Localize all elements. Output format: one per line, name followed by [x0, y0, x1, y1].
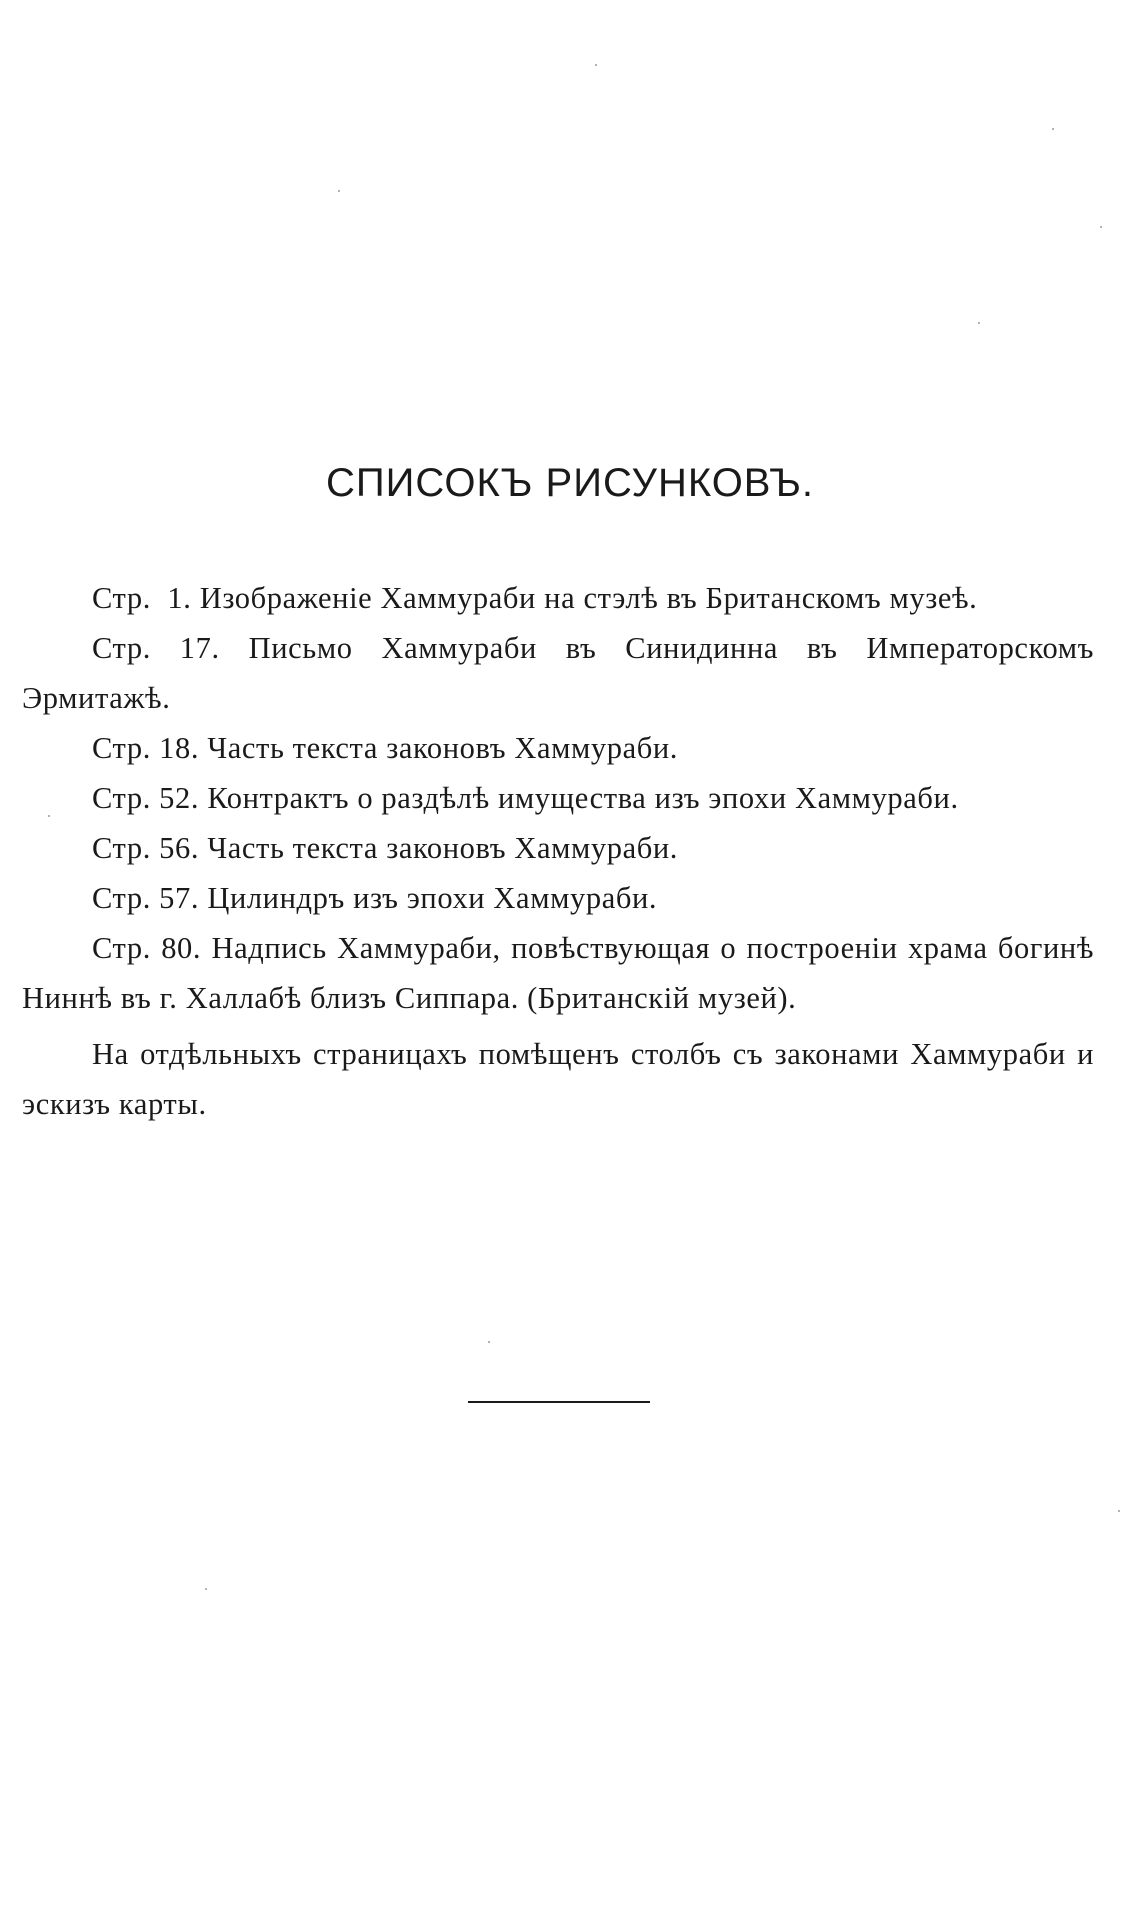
scan-speck: [978, 322, 980, 324]
figure-entry-6: [22, 873, 1094, 923]
figure-entry-5: [22, 823, 1094, 873]
scan-speck: [595, 64, 597, 66]
page-ref: Стр. 17.: [92, 631, 220, 665]
figure-list: [22, 573, 1094, 1129]
page-ref: Стр. 18.: [92, 731, 200, 765]
figure-entry-2: [22, 623, 1094, 723]
end-rule: [468, 1401, 650, 1403]
figure-caption: Цилиндръ изъ эпохи Хаммураби.: [207, 881, 658, 915]
figure-caption: Изображеніе Хаммураби на стэлѣ въ Британскомъ музеѣ.: [199, 581, 978, 615]
figure-caption: Надпись Хаммураби, повѣствующая о построеніи храма богинѣ Ниннѣ въ г. Халлабѣ близъ Сиппара. (Британскій музей).: [22, 931, 1094, 1015]
page-ref: Стр. 56.: [92, 831, 200, 865]
figure-entry-3: [22, 723, 1094, 773]
page-ref: Стр. 57.: [92, 881, 200, 915]
scan-speck: [488, 1341, 490, 1343]
figure-caption: Контрактъ о раздѣлѣ имущества изъ эпохи Хаммураби.: [207, 781, 959, 815]
scan-speck: [1118, 1510, 1120, 1512]
closing-note: На отдѣльныхъ страницахъ помѣщенъ столбъ съ законами Хаммураби и эскизъ карты.: [22, 1037, 1094, 1121]
figure-caption: Часть текста законовъ Хаммураби.: [207, 831, 678, 865]
page-title: СПИСОКЪ РИСУНКОВЪ.: [325, 461, 815, 505]
scan-speck: [338, 190, 340, 192]
scan-speck: [205, 1588, 207, 1590]
figure-caption: Письмо Хаммураби въ Синидинна въ Императорскомъ Эрмитажѣ.: [22, 631, 1094, 715]
scan-speck: [1052, 128, 1054, 130]
page-ref: Стр. 80.: [92, 931, 202, 965]
scan-speck: [48, 815, 50, 817]
scan-speck: [1100, 226, 1102, 228]
figure-entry-1: [22, 573, 1094, 623]
figure-entry-4: [22, 773, 1094, 823]
page-ref: Стр. 1.: [92, 581, 192, 615]
page-ref: Стр. 52.: [92, 781, 200, 815]
figure-entry-7: [22, 923, 1094, 1023]
figure-caption: Часть текста законовъ Хаммураби.: [207, 731, 678, 765]
